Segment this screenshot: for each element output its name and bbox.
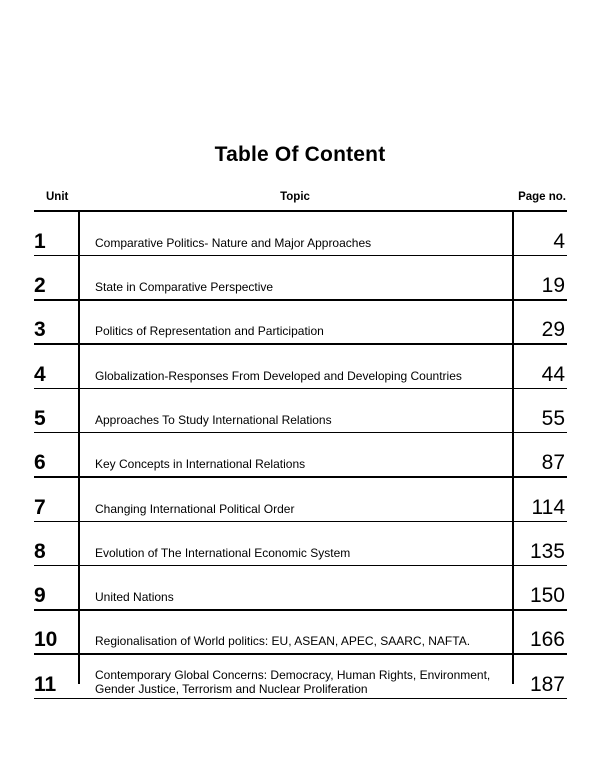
page-number: 19: [541, 274, 565, 298]
table-row: [34, 301, 567, 344]
unit-number: 11: [34, 672, 57, 696]
topic-text: Globalization-Responses From Developed and Developing Countries: [95, 368, 462, 383]
column-header-topic: Topic: [280, 191, 310, 203]
topic-text: Evolution of The International Economic System: [95, 545, 351, 560]
topic-text: Contemporary Global Concerns: Democracy, Human Rights, Environment, Gender Justice, Terrorism and Nuclear Proliferation: [95, 667, 491, 696]
table-row: [34, 611, 567, 654]
unit-number: 5: [34, 406, 46, 430]
topic-text: Changing International Political Order: [95, 501, 295, 516]
page-number: 44: [541, 362, 565, 386]
topic-text: Comparative Politics- Nature and Major Approaches: [95, 235, 372, 250]
page-number: 87: [541, 451, 565, 475]
topic-text: Regionalisation of World politics: EU, ASEAN, APEC, SAARC, NAFTA.: [95, 634, 471, 649]
table-row: [34, 256, 567, 299]
table-row: [34, 212, 567, 255]
topic-text: United Nations: [95, 590, 174, 605]
unit-number: 3: [34, 318, 46, 342]
column-header-page: Page no.: [518, 191, 566, 203]
table-row: [34, 522, 567, 565]
table-row: [34, 389, 567, 432]
page-number: 114: [531, 495, 565, 519]
table-row: [34, 433, 567, 476]
table-row: [34, 345, 567, 388]
table-body: [34, 212, 567, 699]
page-number: 29: [541, 318, 565, 342]
page-title: Table Of Content: [214, 143, 386, 166]
page-number: 150: [529, 584, 565, 608]
topic-text: Approaches To Study International Relations: [95, 412, 332, 427]
unit-number: 9: [34, 584, 46, 608]
unit-number: 2: [34, 274, 46, 298]
topic-text: State in Comparative Perspective: [95, 280, 274, 295]
page-number: 4: [553, 229, 565, 253]
unit-number: 1: [34, 229, 46, 253]
unit-number: 4: [34, 362, 46, 386]
page-number: 166: [529, 628, 565, 652]
page-number: 187: [529, 672, 565, 696]
page-number: 55: [541, 406, 565, 430]
unit-number: 10: [34, 628, 58, 652]
table-row: [34, 655, 567, 698]
table-bottom-rule: [34, 698, 567, 700]
topic-text: Politics of Representation and Participation: [95, 324, 324, 339]
table-row: [34, 566, 567, 609]
column-header-unit: Unit: [46, 191, 69, 203]
table-row: [34, 478, 567, 521]
unit-number: 6: [34, 451, 46, 475]
page-number: 135: [529, 539, 565, 563]
topic-text: Key Concepts in International Relations: [95, 457, 306, 472]
unit-number: 7: [34, 495, 46, 519]
unit-number: 8: [34, 539, 46, 563]
